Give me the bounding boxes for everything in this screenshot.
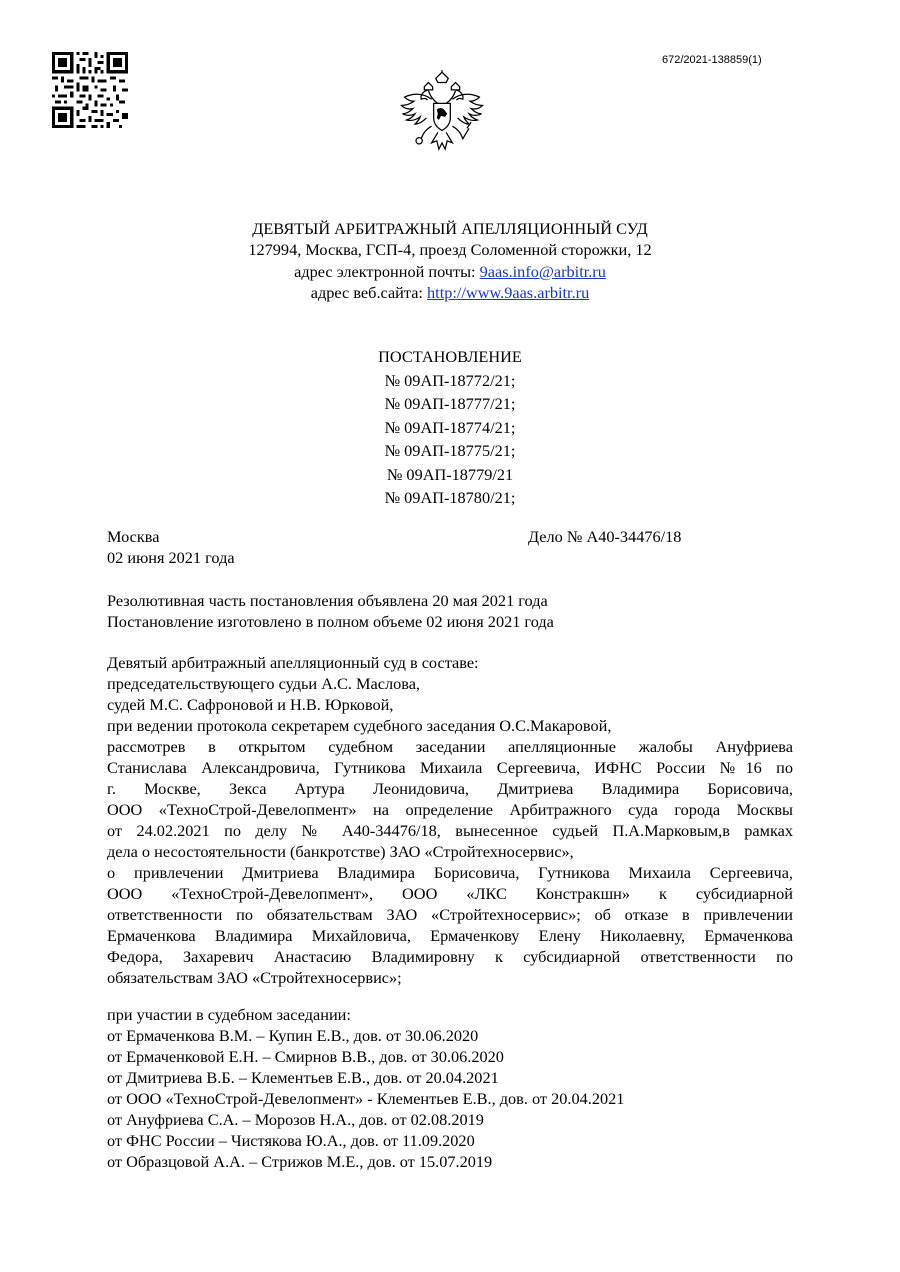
city: Москва — [107, 527, 160, 546]
body-line: рассмотрев в открытом судебном заседании апелляционные жалобы Ануфриева — [107, 737, 793, 756]
participants-heading: при участии в судебном заседании: — [107, 1005, 351, 1024]
body-line: дела о несостоятельности (банкротстве) ЗАО «Стройтехносервис», — [107, 842, 574, 861]
site-link[interactable]: http://www.9aas.arbitr.ru — [427, 283, 590, 302]
body-line: судей М.С. Сафроновой и Н.В. Юрковой, — [107, 695, 394, 714]
resolution-number: № 09АП-18779/21 — [386, 464, 514, 484]
qr-code-icon — [52, 52, 128, 128]
court-address: 127994, Москва, ГСП-4, проезд Соломенной сторожки, 12 — [248, 240, 652, 259]
participant-line: от Ануфриева С.А. – Морозов Н.А., дов. от 02.08.2019 — [107, 1110, 484, 1129]
decision-date: 02 июня 2021 года — [107, 548, 235, 567]
body-line: Ермаченкова Владимира Михайловича, Ермаченкову Елену Николаевну, Ермаченкова — [107, 926, 793, 945]
body-line: о привлечении Дмитриева Владимира Борисовича, Гутникова Михаила Сергеевича, — [107, 863, 793, 882]
body-line: обязательствам ЗАО «Стройтехносервис»; — [107, 968, 402, 987]
resolution-title: ПОСТАНОВЛЕНИЕ — [378, 347, 522, 366]
body-line: г. Москве, Зекса Артура Леонидовича, Дмитриева Владимира Борисовича, — [107, 779, 793, 798]
announcement-line: Резолютивная часть постановления объявлена 20 мая 2021 года — [107, 591, 548, 610]
participant-line: от Образцовой А.А. – Стрижов М.Е., дов. от 15.07.2019 — [107, 1152, 493, 1171]
body-line: ООО «ТехноСтрой-Девелопмент» на определение Арбитражного суда города Москвы — [107, 800, 793, 819]
participant-line: от ООО «ТехноСтрой-Девелопмент» - Клементьев Е.В., дов. от 20.04.2021 — [107, 1089, 625, 1108]
russian-coat-of-arms-icon — [390, 68, 494, 172]
participant-line: от Ермаченковой Е.Н. – Смирнов В.В., дов. от 30.06.2020 — [107, 1047, 504, 1066]
resolution-number: № 09АП-18780/21; — [384, 488, 516, 507]
body-line: от 24.02.2021 по делу № А40-34476/18, вынесенное судьей П.А.Марковым,в рамках — [107, 821, 793, 840]
resolution-number: № 09АП-18775/21; — [384, 441, 516, 460]
participant-line: от ФНС России – Чистякова Ю.А., дов. от 11.09.2020 — [107, 1131, 475, 1150]
resolution-number: № 09АП-18774/21; — [384, 417, 516, 437]
resolution-header — [0, 345, 900, 510]
body-line: Девятый арбитражный апелляционный суд в составе: — [107, 653, 479, 672]
body-line: ответственности по обязательствам ЗАО «Стройтехносервис»; об отказе в привлечении — [107, 905, 793, 924]
site-label: адрес веб.сайта: — [310, 283, 428, 302]
document-number: 672/2021-138859(1) — [662, 54, 762, 66]
participant-line: от Ермаченкова В.М. – Купин Е.В., дов. от 30.06.2020 — [107, 1026, 479, 1045]
case-number: Дело № А40-34476/18 — [528, 527, 682, 546]
participants — [107, 1004, 793, 1172]
resolution-number: № 09АП-18772/21; — [384, 370, 516, 390]
email-label: адрес электронной почты: — [294, 262, 480, 281]
body-line: Станислава Александровича, Гутникова Михаила Сергеевича, ИФНС России №16 по — [107, 758, 793, 777]
body-line: при ведении протокола секретарем судебного заседания О.С.Макаровой, — [107, 716, 612, 735]
court-composition — [107, 652, 793, 988]
participant-line: от Дмитриева В.Б. – Клементьев Е.В., дов. от 20.04.2021 — [107, 1068, 499, 1087]
court-email-line — [0, 261, 900, 282]
announcement-line: Постановление изготовлено в полном объеме 02 июня 2021 года — [107, 612, 554, 631]
body-line: председательствующего судьи А.С. Маслова, — [107, 674, 420, 693]
court-name: ДЕВЯТЫЙ АРБИТРАЖНЫЙ АПЕЛЛЯЦИОННЫЙ СУД — [252, 219, 648, 238]
body-line: ООО «ТехноСтрой-Девелопмент», ООО «ЛКС Констракшн» к субсидиарной — [107, 884, 793, 903]
body-line: Федора, Захаревич Анастасию Владимировну к субсидиарной ответственности по — [107, 947, 793, 966]
court-site-line — [0, 282, 900, 303]
resolution-number: № 09АП-18777/21; — [384, 394, 516, 413]
email-link[interactable]: 9aas.info@arbitr.ru — [479, 262, 606, 281]
